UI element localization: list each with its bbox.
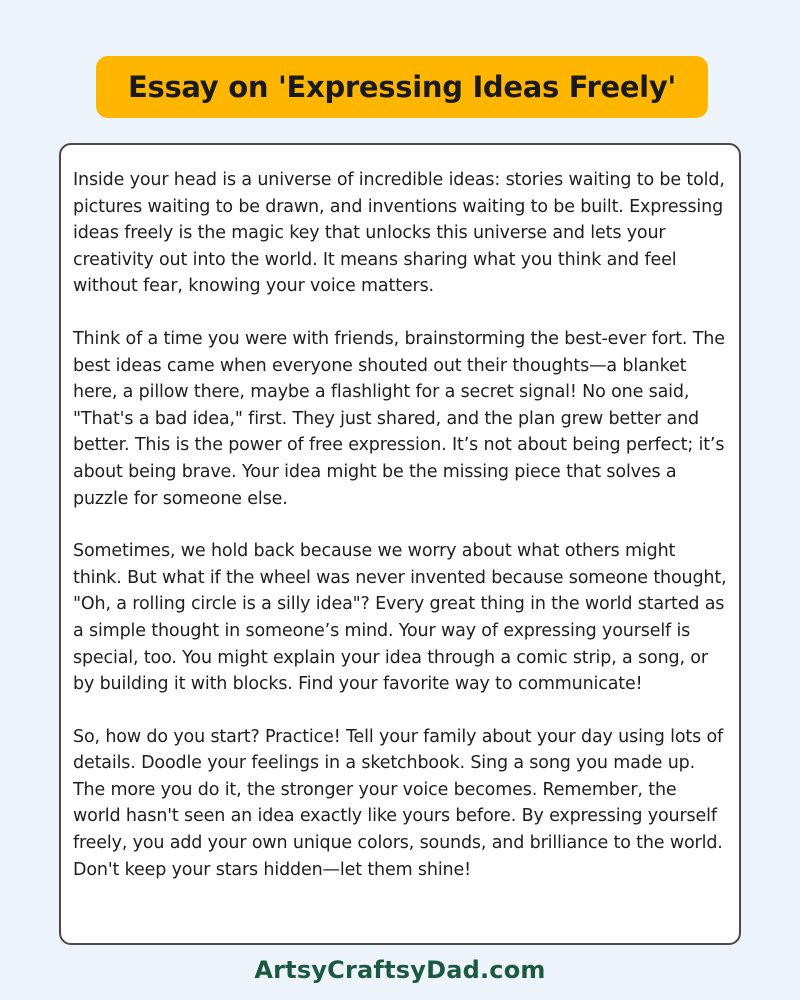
essay-paragraph-3: Sometimes, we hold back because we worry about what others might think. But what if the wheel was never invented because someone thought, "Oh, a rolling circle is a silly idea"? Every great thing in the world started as a simple thought in someone’s mind. Your way of expressing yourself is special, too. You might explain your idea through a comic strip, a song, or by building it with blocks. Find your favorite way to communicate! bbox=[73, 541, 727, 695]
essay-paragraph-1: Inside your head is a universe of incredible ideas: stories waiting to be told, pictures waiting to be drawn, and inventions waiting to be built. Expressing ideas freely is the magic key that unlocks this universe and lets your creativity out into the world. It means sharing what you think and feel without fear, knowing your voice matters. bbox=[73, 170, 725, 297]
essay-box bbox=[59, 143, 741, 945]
footer-website-credit: ArtsyCraftsyDad.com bbox=[254, 956, 546, 984]
essay-paragraph-4: So, how do you start? Practice! Tell your family about your day using lots of details. Doodle your feelings in a sketchbook. Sing a song you made up. The more you do it, the stronger your voice becomes. Remember, the world hasn't seen an idea exactly like yours before. By expressing yourself freely, you add your own unique colors, sounds, and brilliance to the world. Don't keep your stars hidden—let them shine! bbox=[73, 726, 724, 880]
page-title: Essay on 'Expressing Ideas Freely' bbox=[127, 70, 677, 104]
title-banner bbox=[96, 56, 708, 118]
essay-paragraph-2: Think of a time you were with friends, brainstorming the best-ever fort. The best ideas came when everyone shouted out their thoughts—a blanket here, a pillow there, maybe a flashlight for a secret signal! No one said, "That's a bad idea," first. They just shared, and the plan grew better and better. This is the power of free expression. It’s not about being perfect; it’s about being brave. Your idea might be the missing piece that solves a puzzle for someone else. bbox=[73, 328, 725, 509]
